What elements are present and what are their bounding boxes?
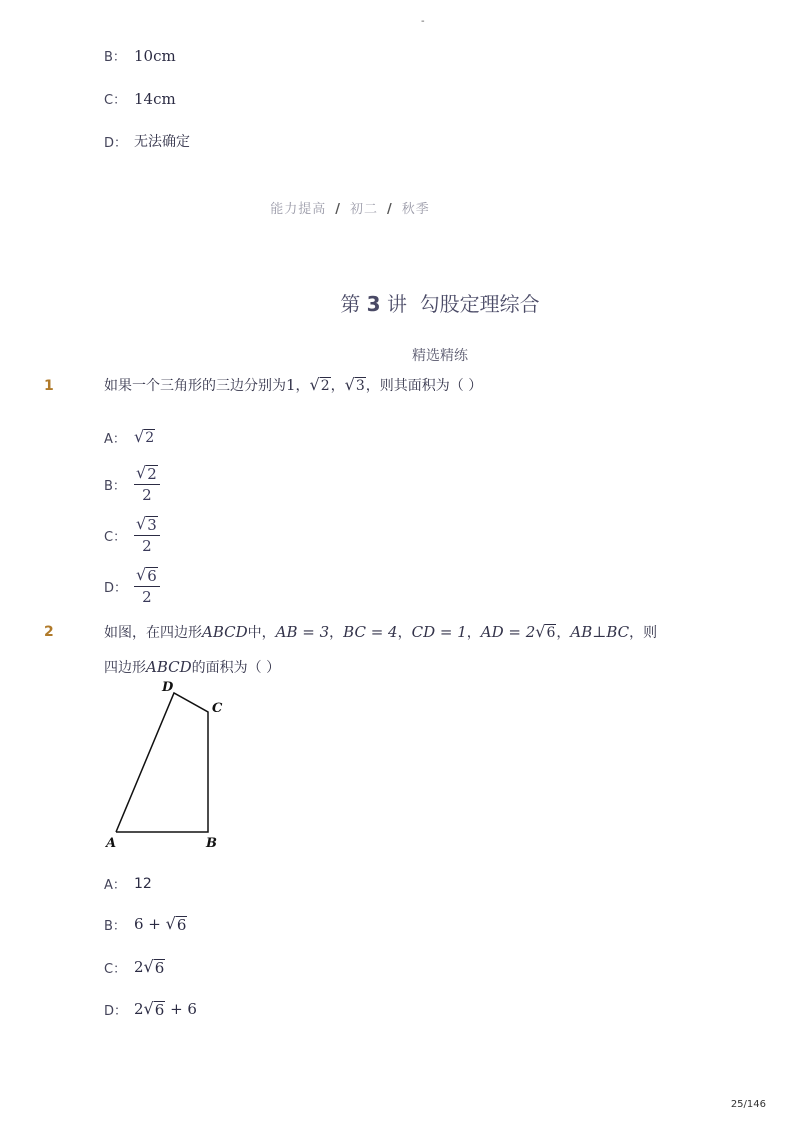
q2-option-c[interactable]	[104, 958, 165, 977]
option-label: C：	[104, 529, 127, 545]
sqrt-expression: √ 2	[134, 426, 155, 446]
option-label: B：	[104, 50, 126, 65]
option-label: C：	[104, 962, 127, 978]
vertex-label-a: A	[106, 836, 117, 851]
lecture-prefix: 第	[340, 292, 361, 316]
q1-option-a[interactable]	[104, 428, 155, 447]
question-2-text: 如图，在四边形ABCD中，AB = 3，BC = 4，CD = 1，AD = 2 √ 6 ，AB⊥BC，则 四边形ABCD的面积为（ ）	[104, 622, 658, 676]
option-label: B：	[104, 919, 126, 935]
option-label: D：	[104, 1004, 128, 1020]
option-label: C：	[104, 93, 127, 108]
option-value: 14cm	[134, 89, 176, 108]
fraction: √ 2 2	[134, 464, 160, 504]
option-value: 2 √ 6 + 6	[134, 999, 197, 1019]
breadcrumb-level: 能力提高	[270, 202, 327, 217]
q1-option-d[interactable]	[104, 566, 160, 606]
lecture-suffix: 讲	[386, 292, 407, 316]
q2-option-d[interactable]	[104, 1000, 197, 1019]
top-mark: -	[421, 16, 425, 27]
option-value: 6 + √ 6	[134, 914, 187, 934]
q2-option-a[interactable]	[104, 874, 152, 893]
lecture-number: 3	[366, 292, 381, 316]
q2-option-b[interactable]	[104, 915, 187, 934]
fraction: √ 6 2	[134, 566, 160, 606]
option-value: 无法确定	[134, 134, 190, 150]
option-value: 10cm	[134, 46, 176, 65]
vertex-label-c: C	[212, 701, 223, 716]
q1-option-c[interactable]	[104, 515, 160, 555]
sqrt-expression: √ 2	[309, 375, 330, 394]
breadcrumb-separator: /	[335, 202, 341, 217]
breadcrumb-separator: /	[387, 202, 393, 217]
option-label: D：	[104, 135, 128, 151]
fraction: √ 3 2	[134, 515, 160, 555]
breadcrumb-term: 秋季	[401, 202, 430, 217]
lecture-name: 勾股定理综合	[419, 292, 540, 316]
page-number: 25/146	[730, 1099, 766, 1110]
prev-option-d[interactable]	[104, 131, 190, 151]
lecture-title	[0, 288, 800, 317]
quadrilateral-shape	[116, 693, 208, 832]
option-label: A：	[104, 432, 126, 447]
question-number: 1	[44, 378, 54, 394]
vertex-label-d: D	[162, 680, 174, 695]
breadcrumb-grade: 初二	[349, 202, 378, 217]
vertex-label-b: B	[206, 836, 217, 851]
option-label: A：	[104, 878, 126, 893]
quadrilateral-figure	[100, 676, 250, 856]
option-label: B：	[104, 478, 126, 494]
option-label: D：	[104, 580, 128, 596]
question-1-text: 如果一个三角形的三边分别为1， √ 2 ， √ 3 ，则其面积为（ ）	[104, 375, 483, 394]
q1-option-b[interactable]	[104, 464, 160, 504]
section-title: 精选精练	[412, 348, 468, 364]
sqrt-expression: √ 3	[344, 375, 365, 394]
prev-option-b[interactable]	[104, 46, 176, 65]
option-value: 12	[134, 875, 152, 892]
option-value: 2 √ 6	[134, 957, 165, 977]
breadcrumb	[0, 198, 700, 217]
prev-option-c[interactable]	[104, 89, 176, 108]
question-number: 2	[44, 624, 54, 640]
